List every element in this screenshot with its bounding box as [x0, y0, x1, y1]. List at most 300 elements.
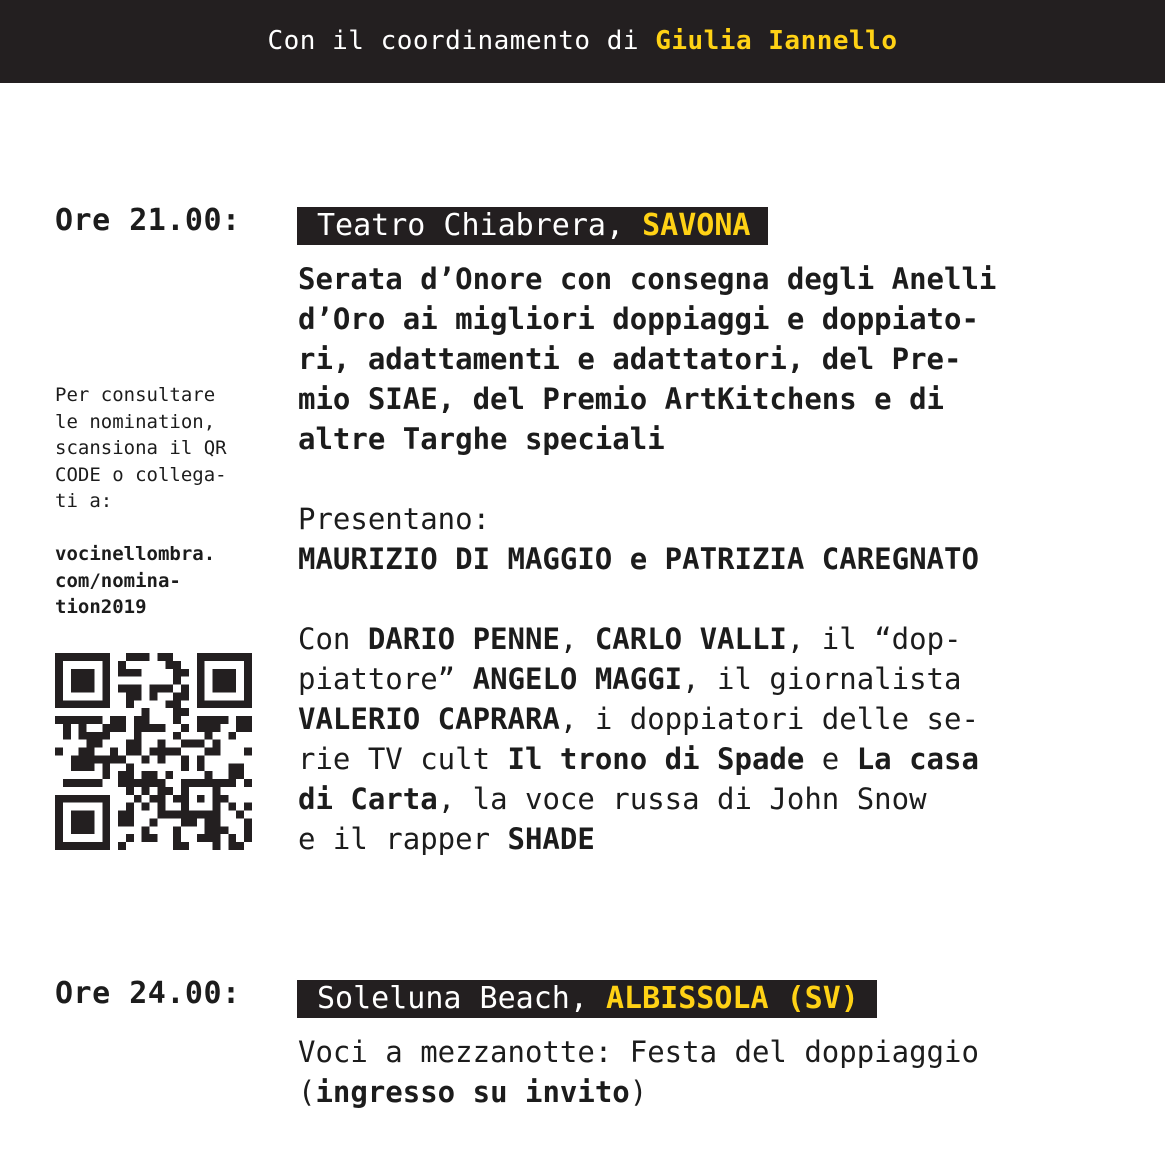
presenters-label: Presentano:	[298, 502, 491, 536]
qr-module	[87, 685, 95, 693]
qr-module	[157, 748, 165, 756]
qr-module	[79, 811, 87, 819]
sidebar-line: le nomination,	[55, 410, 216, 433]
qr-module	[189, 811, 197, 819]
sidebar-line: CODE o collega-	[55, 463, 227, 486]
qr-module	[94, 700, 102, 708]
qr-module	[157, 724, 165, 732]
event2-time: Ore 24.00:	[55, 976, 241, 1011]
qr-module	[205, 811, 213, 819]
qr-module	[63, 653, 71, 661]
qr-module	[102, 661, 110, 669]
qr-module	[87, 748, 95, 756]
qr-module	[220, 826, 228, 834]
qr-module	[102, 811, 110, 819]
qr-module	[55, 677, 63, 685]
qr-module	[79, 842, 87, 850]
qr-module	[244, 779, 252, 787]
qr-module	[87, 755, 95, 763]
qr-module	[165, 661, 173, 669]
qr-module	[157, 803, 165, 811]
qr-module	[87, 818, 95, 826]
qr-module	[236, 811, 244, 819]
qr-module	[150, 724, 158, 732]
event2-venue: Soleluna Beach,	[317, 981, 606, 1016]
qr-module	[134, 653, 142, 661]
qr-module	[94, 732, 102, 740]
qr-module	[71, 685, 79, 693]
qr-module	[118, 842, 126, 850]
sidebar-line: scansiona il QR	[55, 437, 227, 459]
description-line: altre Targhe speciali	[298, 422, 665, 456]
paren: )	[629, 1075, 648, 1109]
qr-module	[55, 795, 63, 803]
qr-module	[126, 818, 134, 826]
qr-module	[142, 653, 150, 661]
qr-module	[165, 771, 173, 779]
qr-module	[94, 779, 102, 787]
qr-module	[157, 740, 165, 748]
qr-module	[71, 811, 79, 819]
qr-module	[79, 653, 87, 661]
qr-module	[213, 685, 221, 693]
qr-module	[220, 779, 228, 787]
qr-module	[55, 685, 63, 693]
qr-module	[94, 842, 102, 850]
qr-module	[213, 716, 221, 724]
qr-module	[55, 669, 63, 677]
qr-module	[165, 748, 173, 756]
qr-module	[102, 685, 110, 693]
qr-module	[205, 748, 213, 756]
qr-module	[55, 826, 63, 834]
qr-module	[79, 818, 87, 826]
qr-module	[102, 818, 110, 826]
qr-module	[181, 763, 189, 771]
event2-city: ALBISSOLA (SV)	[605, 981, 859, 1016]
qr-module	[142, 834, 150, 842]
qr-module	[71, 653, 79, 661]
qr-module	[118, 771, 126, 779]
qr-module	[228, 669, 236, 677]
guest-name: DARIO PENNE	[367, 622, 560, 656]
qr-module	[55, 653, 63, 661]
qr-module	[220, 795, 228, 803]
qr-module	[228, 732, 236, 740]
qr-module	[126, 763, 134, 771]
qr-module	[173, 669, 181, 677]
qr-module	[181, 787, 189, 795]
qr-module	[228, 685, 236, 693]
qr-module	[71, 842, 79, 850]
qr-module	[55, 803, 63, 811]
qr-module	[55, 661, 63, 669]
guests-text: piattore”	[298, 662, 473, 696]
guests-text: e	[804, 742, 857, 776]
qr-module	[63, 732, 71, 740]
qr-module	[213, 818, 221, 826]
qr-module	[118, 669, 126, 677]
link-line: vocinellombra.	[55, 543, 216, 565]
qr-module	[197, 692, 205, 700]
qr-module	[79, 724, 87, 732]
qr-module	[220, 653, 228, 661]
qr-module	[157, 755, 165, 763]
qr-module	[173, 842, 181, 850]
qr-module	[213, 803, 221, 811]
qr-module	[244, 661, 252, 669]
qr-module	[142, 787, 150, 795]
event1-venue-badge	[297, 207, 768, 245]
qr-module	[181, 740, 189, 748]
qr-code-graphic	[55, 653, 252, 850]
qr-module	[220, 669, 228, 677]
qr-module	[165, 653, 173, 661]
qr-module	[236, 716, 244, 724]
qr-module	[79, 779, 87, 787]
qr-module	[87, 811, 95, 819]
qr-code-icon[interactable]	[55, 653, 252, 850]
qr-module	[213, 842, 221, 850]
qr-module	[126, 700, 134, 708]
qr-module	[87, 716, 95, 724]
qr-module	[197, 779, 205, 787]
qr-module	[87, 826, 95, 834]
qr-module	[244, 669, 252, 677]
qr-module	[118, 685, 126, 693]
qr-module	[244, 818, 252, 826]
guests-line	[298, 739, 1118, 779]
qr-module	[213, 724, 221, 732]
qr-module	[157, 653, 165, 661]
qr-module	[71, 669, 79, 677]
qr-module	[181, 685, 189, 693]
presenters-names: MAURIZIO DI MAGGIO e PATRIZIA CAREGNATO	[298, 542, 979, 576]
qr-module	[126, 811, 134, 819]
qr-module	[55, 842, 63, 850]
header-prefix: Con il coordinamento di	[267, 26, 656, 56]
qr-module	[134, 724, 142, 732]
guests-line	[298, 779, 1118, 819]
qr-module	[94, 716, 102, 724]
qr-module	[181, 669, 189, 677]
qr-module	[134, 716, 142, 724]
guests-text: ,	[559, 622, 595, 656]
qr-module	[197, 740, 205, 748]
qr-module	[173, 795, 181, 803]
sidebar-instructions	[55, 382, 270, 515]
qr-module	[157, 787, 165, 795]
qr-module	[126, 834, 134, 842]
qr-module	[181, 811, 189, 819]
series-title: di Carta	[298, 782, 438, 816]
qr-module	[189, 740, 197, 748]
qr-module	[244, 677, 252, 685]
qr-module	[126, 653, 134, 661]
qr-module	[87, 653, 95, 661]
qr-module	[244, 685, 252, 693]
qr-module	[165, 787, 173, 795]
qr-module	[197, 700, 205, 708]
qr-module	[205, 700, 213, 708]
qr-module	[79, 755, 87, 763]
qr-module	[87, 779, 95, 787]
qr-module	[134, 732, 142, 740]
event1-description	[298, 259, 1118, 459]
link-line: tion2019	[55, 596, 147, 618]
qr-module	[181, 795, 189, 803]
qr-module	[205, 771, 213, 779]
qr-module	[87, 740, 95, 748]
qr-module	[79, 826, 87, 834]
qr-module	[118, 811, 126, 819]
qr-module	[244, 653, 252, 661]
description-line: mio SIAE, del Premio ArtKitchens e di	[298, 382, 945, 416]
coordinator-name: Giulia Iannello	[655, 26, 898, 56]
qr-module	[150, 779, 158, 787]
qr-module	[213, 669, 221, 677]
qr-module	[102, 700, 110, 708]
qr-module	[126, 740, 134, 748]
qr-module	[102, 842, 110, 850]
qr-module	[205, 826, 213, 834]
qr-module	[79, 677, 87, 685]
guest-name: ANGELO MAGGI	[472, 662, 683, 696]
qr-module	[236, 724, 244, 732]
guests-line	[298, 819, 1118, 859]
qr-module	[197, 795, 205, 803]
guests-line	[298, 659, 1118, 699]
qr-module	[213, 740, 221, 748]
qr-module	[118, 818, 126, 826]
qr-module	[79, 700, 87, 708]
qr-module	[87, 795, 95, 803]
qr-module	[197, 716, 205, 724]
qr-module	[173, 677, 181, 685]
qr-module	[118, 779, 126, 787]
qr-module	[236, 700, 244, 708]
qr-module	[228, 763, 236, 771]
qr-module	[213, 677, 221, 685]
qr-module	[79, 732, 87, 740]
event2-description	[298, 1032, 1118, 1112]
qr-module	[189, 779, 197, 787]
qr-module	[55, 700, 63, 708]
qr-module	[71, 779, 79, 787]
qr-module	[197, 669, 205, 677]
qr-module	[205, 779, 213, 787]
qr-module	[79, 795, 87, 803]
qr-module	[220, 677, 228, 685]
qr-module	[118, 724, 126, 732]
qr-module	[181, 842, 189, 850]
qr-module	[102, 803, 110, 811]
qr-module	[126, 787, 134, 795]
qr-module	[79, 685, 87, 693]
qr-module	[173, 811, 181, 819]
qr-module	[102, 677, 110, 685]
qr-module	[213, 834, 221, 842]
qr-module	[63, 700, 71, 708]
qr-module	[213, 811, 221, 819]
qr-module	[110, 748, 118, 756]
description-line: Serata d’Onore con consegna degli Anelli	[298, 262, 997, 296]
qr-module	[205, 653, 213, 661]
qr-module	[134, 669, 142, 677]
qr-module	[134, 779, 142, 787]
event1-city: SAVONA	[642, 208, 751, 243]
qr-module	[197, 811, 205, 819]
qr-module	[213, 787, 221, 795]
qr-module	[228, 771, 236, 779]
qr-module	[134, 795, 142, 803]
link-line: com/nomina-	[55, 569, 181, 592]
qr-module	[118, 661, 126, 669]
qr-module	[126, 669, 134, 677]
qr-module	[142, 755, 150, 763]
qr-module	[220, 700, 228, 708]
qr-module	[173, 732, 181, 740]
qr-module	[197, 685, 205, 693]
qr-module	[157, 795, 165, 803]
qr-module	[205, 732, 213, 740]
qr-module	[94, 795, 102, 803]
qr-module	[150, 748, 158, 756]
qr-module	[55, 692, 63, 700]
qr-module	[55, 834, 63, 842]
qr-module	[244, 700, 252, 708]
qr-module	[102, 669, 110, 677]
qr-module	[173, 700, 181, 708]
qr-module	[118, 755, 126, 763]
guests-text: , la voce russa di John Snow	[437, 782, 927, 816]
qr-module	[55, 716, 63, 724]
qr-module	[71, 818, 79, 826]
qr-module	[228, 803, 236, 811]
qr-module	[126, 771, 134, 779]
qr-module	[181, 818, 189, 826]
qr-module	[87, 669, 95, 677]
qr-module	[142, 803, 150, 811]
paren: (	[298, 1075, 316, 1109]
qr-module	[244, 748, 252, 756]
qr-module	[181, 803, 189, 811]
sidebar-line: ti a:	[55, 490, 113, 512]
qr-module	[150, 795, 158, 803]
qr-module	[63, 716, 71, 724]
qr-module	[71, 677, 79, 685]
qr-module	[236, 771, 244, 779]
qr-module	[134, 740, 142, 748]
event2-venue-badge	[297, 980, 877, 1018]
qr-module	[228, 653, 236, 661]
qr-module	[126, 779, 134, 787]
qr-module	[244, 716, 252, 724]
qr-module	[110, 755, 118, 763]
qr-module	[110, 716, 118, 724]
qr-module	[102, 795, 110, 803]
qr-module	[165, 700, 173, 708]
qr-module	[71, 755, 79, 763]
presenters-block	[298, 499, 1118, 579]
guests-text: , il giornalista	[682, 662, 962, 696]
qr-module	[205, 818, 213, 826]
sidebar-line: Per consultare	[55, 384, 216, 406]
qr-module	[102, 692, 110, 700]
qr-module	[71, 700, 79, 708]
qr-module	[87, 677, 95, 685]
qr-module	[213, 826, 221, 834]
qr-module	[165, 811, 173, 819]
qr-module	[213, 779, 221, 787]
qr-module	[150, 685, 158, 693]
qr-module	[71, 763, 79, 771]
guest-name: VALERIO CAPRARA	[298, 702, 560, 736]
invite-note: ingresso su invito	[315, 1075, 630, 1109]
qr-module	[213, 700, 221, 708]
qr-module	[142, 826, 150, 834]
qr-module	[173, 716, 181, 724]
qr-module	[236, 653, 244, 661]
qr-module	[102, 732, 110, 740]
guests-text: e il rapper	[298, 822, 508, 856]
qr-module	[102, 653, 110, 661]
qr-module	[213, 795, 221, 803]
qr-module	[181, 708, 189, 716]
description-line: d’Oro ai migliori doppiaggi e doppiato-	[298, 302, 979, 336]
qr-module	[87, 842, 95, 850]
qr-module	[228, 677, 236, 685]
qr-module	[150, 771, 158, 779]
event2-line	[298, 1072, 1118, 1112]
qr-module	[213, 748, 221, 756]
qr-module	[157, 811, 165, 819]
qr-module	[126, 748, 134, 756]
qr-module	[157, 779, 165, 787]
guests-text: rie TV cult	[298, 742, 508, 776]
qr-module	[197, 763, 205, 771]
qr-module	[71, 826, 79, 834]
qr-module	[181, 779, 189, 787]
qr-module	[197, 755, 205, 763]
qr-module	[173, 748, 181, 756]
qr-module	[189, 818, 197, 826]
guests-line	[298, 619, 1118, 659]
qr-module	[71, 795, 79, 803]
qr-module	[102, 724, 110, 732]
qr-module	[134, 685, 142, 693]
qr-module	[134, 748, 142, 756]
event1-time: Ore 21.00:	[55, 203, 241, 238]
qr-module	[213, 653, 221, 661]
qr-module	[220, 716, 228, 724]
description-line: ri, adattamenti e adattatori, del Pre-	[298, 342, 962, 376]
qr-module	[173, 826, 181, 834]
qr-module	[205, 834, 213, 842]
qr-module	[228, 842, 236, 850]
nomination-link[interactable]	[55, 541, 270, 621]
qr-module	[173, 708, 181, 716]
qr-module	[94, 653, 102, 661]
qr-module	[197, 653, 205, 661]
qr-module	[134, 692, 142, 700]
qr-module	[244, 834, 252, 842]
qr-module	[220, 685, 228, 693]
qr-module	[55, 818, 63, 826]
qr-module	[55, 811, 63, 819]
guests-block	[298, 619, 1118, 859]
qr-module	[63, 724, 71, 732]
